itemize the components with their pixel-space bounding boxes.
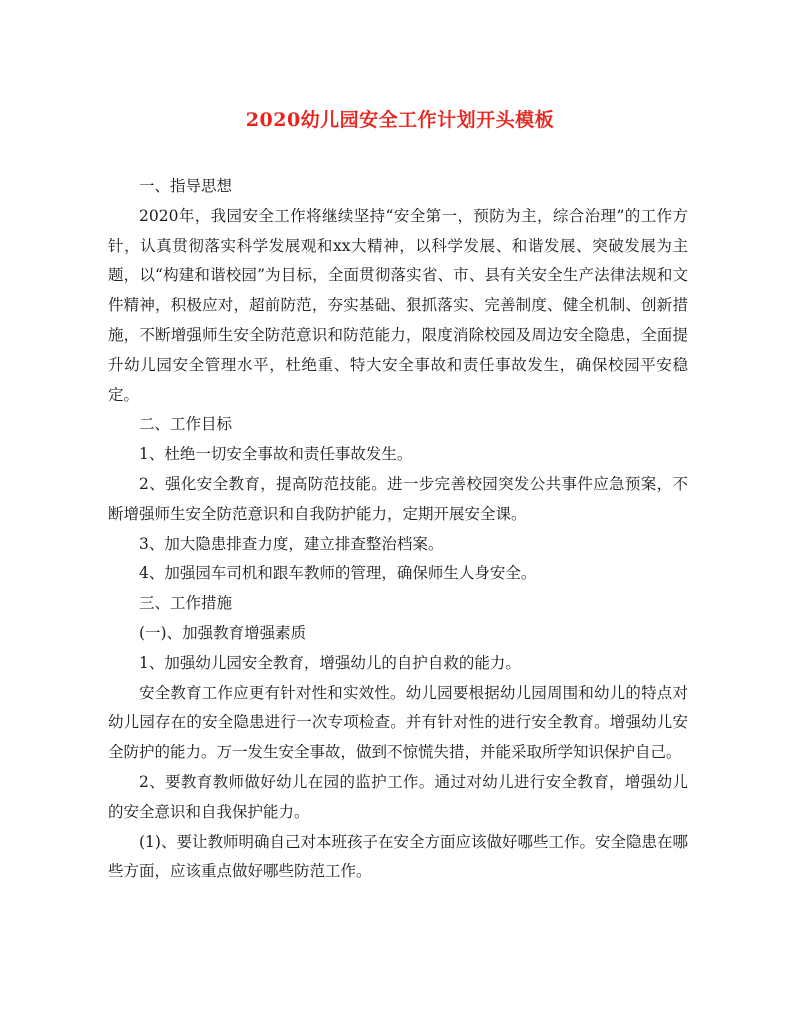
subheading-education: (一)、加强教育增强素质 — [139, 623, 307, 642]
paragraph-safety-education: 安全教育工作应更有针对性和实效性。幼儿园要根据幼儿园周围和幼儿的特点对幼儿园存在的安全隐患进行一次专项检查。并有针对性的进行安全教育。增强幼儿安全防护的能力。万一发生安全事故，做到不惊慌失措，并能采取所学知识保护自己。 — [108, 683, 688, 762]
goal-item-4: 4、加强园车司机和跟车教师的管理，确保师生人身安全。 — [139, 564, 537, 583]
measure-item-2: 2、要教育教师做好幼儿在园的监护工作。通过对幼儿进行安全教育，增强幼儿的安全意识和自我保护能力。 — [108, 772, 688, 821]
measure-item-1: 1、加强幼儿园安全教育，增强幼儿的自护自救的能力。 — [139, 653, 521, 672]
goal-item-1: 1、杜绝一切安全事故和责任事故发生。 — [139, 445, 413, 464]
heading-work-measures: 三、工作措施 — [139, 594, 233, 613]
paragraph-guiding-ideology: 2020年，我园安全工作将继续坚持“安全第一，预防为主，综合治理”的工作方针，认真贯彻落实科学发展观和xx大精神，以科学发展、和谐发展、突破发展为主题，以“构建和谐校园”为目标，全面贯彻落实省、市、县有关安全生产法律法规和文件精神，积极应对，超前防范，夯实基础、狠抓落实、完善制度、健全机制、创新措施，不断增强师生安全防范意识和防范能力，限度消除校园及周边安全隐患，全面提升幼儿园安全管理水平，杜绝重、特大安全事故和责任事故发生，确保校园平安稳定。 — [108, 206, 688, 404]
document-body — [108, 172, 688, 887]
goal-item-3: 3、加大隐患排查力度，建立排查整治档案。 — [139, 534, 444, 553]
heading-work-goals: 二、工作目标 — [139, 415, 233, 434]
document-title: 2020幼儿园安全工作计划开头模板 — [245, 109, 555, 131]
goal-item-2: 2、强化安全教育，提高防范技能。进一步完善校园突发公共事件应急预案，不断增强师生安全防范意识和自我防护能力，定期开展安全课。 — [108, 474, 688, 523]
heading-guiding-ideology: 一、指导思想 — [139, 177, 233, 195]
measure-subitem-1: (1)、要让教师明确自己对本班孩子在安全方面应该做好哪些工作。安全隐患在哪些方面，应该重点做好哪些防范工作。 — [108, 832, 688, 881]
